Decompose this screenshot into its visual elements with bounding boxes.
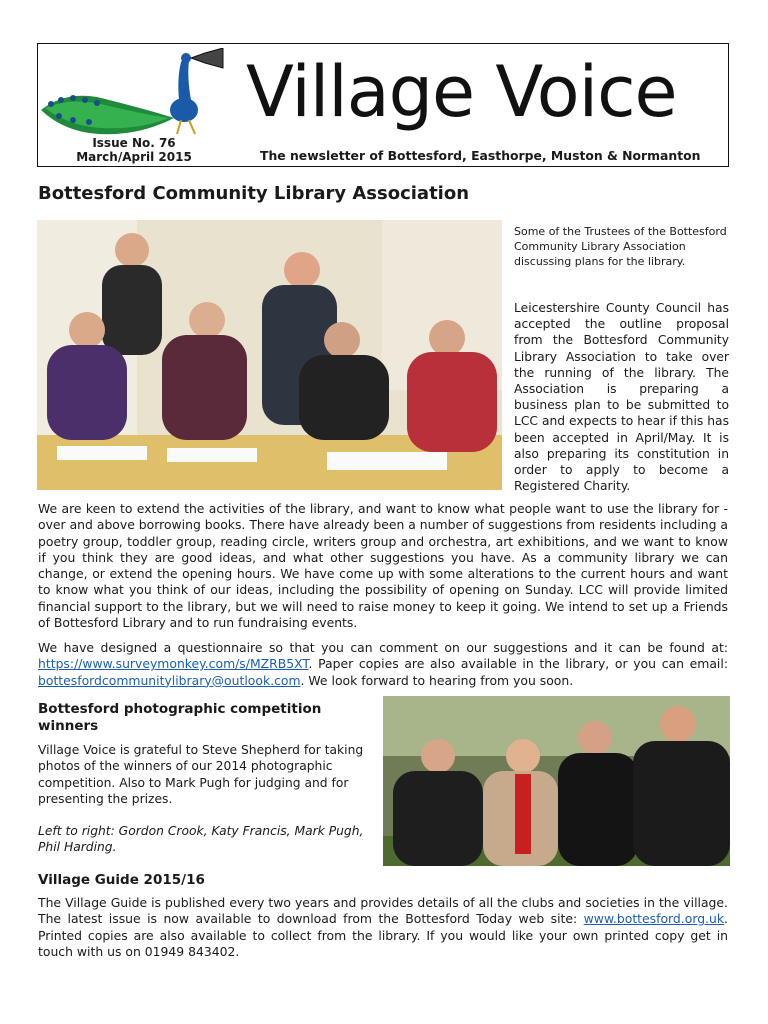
email-link[interactable]: bottesfordcommunitylibrary@outlook.com [38, 672, 301, 688]
winners-photo [383, 696, 730, 866]
survey-link[interactable]: https://www.surveymonkey.com/s/MZRB5XT [38, 656, 309, 672]
newsletter-tagline: The newsletter of Bottesford, Easthorpe, Muston & Normanton [260, 148, 701, 163]
guide-paragraph [38, 895, 728, 960]
guide-text-end: . Printed copies are also available to collect from the library. If you would like your own printed copy get in touch with us on 01949 843402. [38, 911, 728, 959]
paragraph-2-end: . We look forward to hearing from you soon. [300, 672, 574, 688]
masthead [37, 43, 729, 167]
bottesford-site-link[interactable]: www.bottesford.org.uk [583, 911, 725, 927]
competition-heading: Bottesford photographic competition winners [38, 701, 322, 734]
newsletter-title: Village Voice [246, 51, 677, 133]
library-side-text: Leicestershire County Council has accepted the outline proposal from the Bottesford Community Library Association to take over the running of the library. The Association is preparing a business plan to be submitted to LCC and expects to hear if this has been accepted in April/May. It is also preparing its constitution in order to apply to become a Registered Charity. [514, 301, 729, 494]
trustees-photo-caption: Some of the Trustees of the Bottesford Community Library Association discussing plans for the library. [514, 225, 727, 268]
issue-date: March/April 2015 [76, 150, 192, 164]
library-paragraph-1: We are keen to extend the activities of the library, and want to know what people want to use the library for - over and above borrowing books. There have already been a number of suggestions from residents including a poetry group, toddler group, reading circle, writers group and orchestra, art exhibitions, and we want to know if you think they are good ideas, and what other suggestions you have. As a community library we can change, or extend the opening hours. We have come up with some alterations to the current hours and want to know what you think of our ideas, including the possibility of opening on Sunday. LCC will provide limited financial support to the library, but we will need to raise money to keep it going. We intend to set up a Friends of Bottesford Library and to run fundraising events. [38, 501, 728, 631]
paragraph-2-mid: . Paper copies are also available in the library, or you can email: [308, 656, 728, 672]
issue-info [74, 136, 194, 164]
competition-text: Village Voice is grateful to Steve Shepherd for taking photos of the winners of our 2014 photographic competition. Also to Mark Pugh for judging and for presenting the prizes. [38, 743, 364, 806]
guide-text-start: The Village Guide is published every two years and provides details of all the clubs and societies in the village. The latest issue is now available to download from the Bottesford Today web site: [38, 895, 728, 927]
guide-heading: Village Guide 2015/16 [38, 872, 205, 888]
peacock-logo-icon [39, 48, 229, 138]
library-paragraph-2 [38, 640, 728, 689]
trustees-photo [37, 220, 502, 490]
paragraph-2-start: We have designed a questionnaire so that you can comment on our suggestions and it can be found at: [38, 640, 728, 655]
competition-caption: Left to right: Gordon Crook, Katy Francis, Mark Pugh, Phil Harding. [38, 824, 364, 855]
issue-number: Issue No. 76 [92, 136, 176, 150]
library-article-heading: Bottesford Community Library Association [38, 183, 470, 204]
